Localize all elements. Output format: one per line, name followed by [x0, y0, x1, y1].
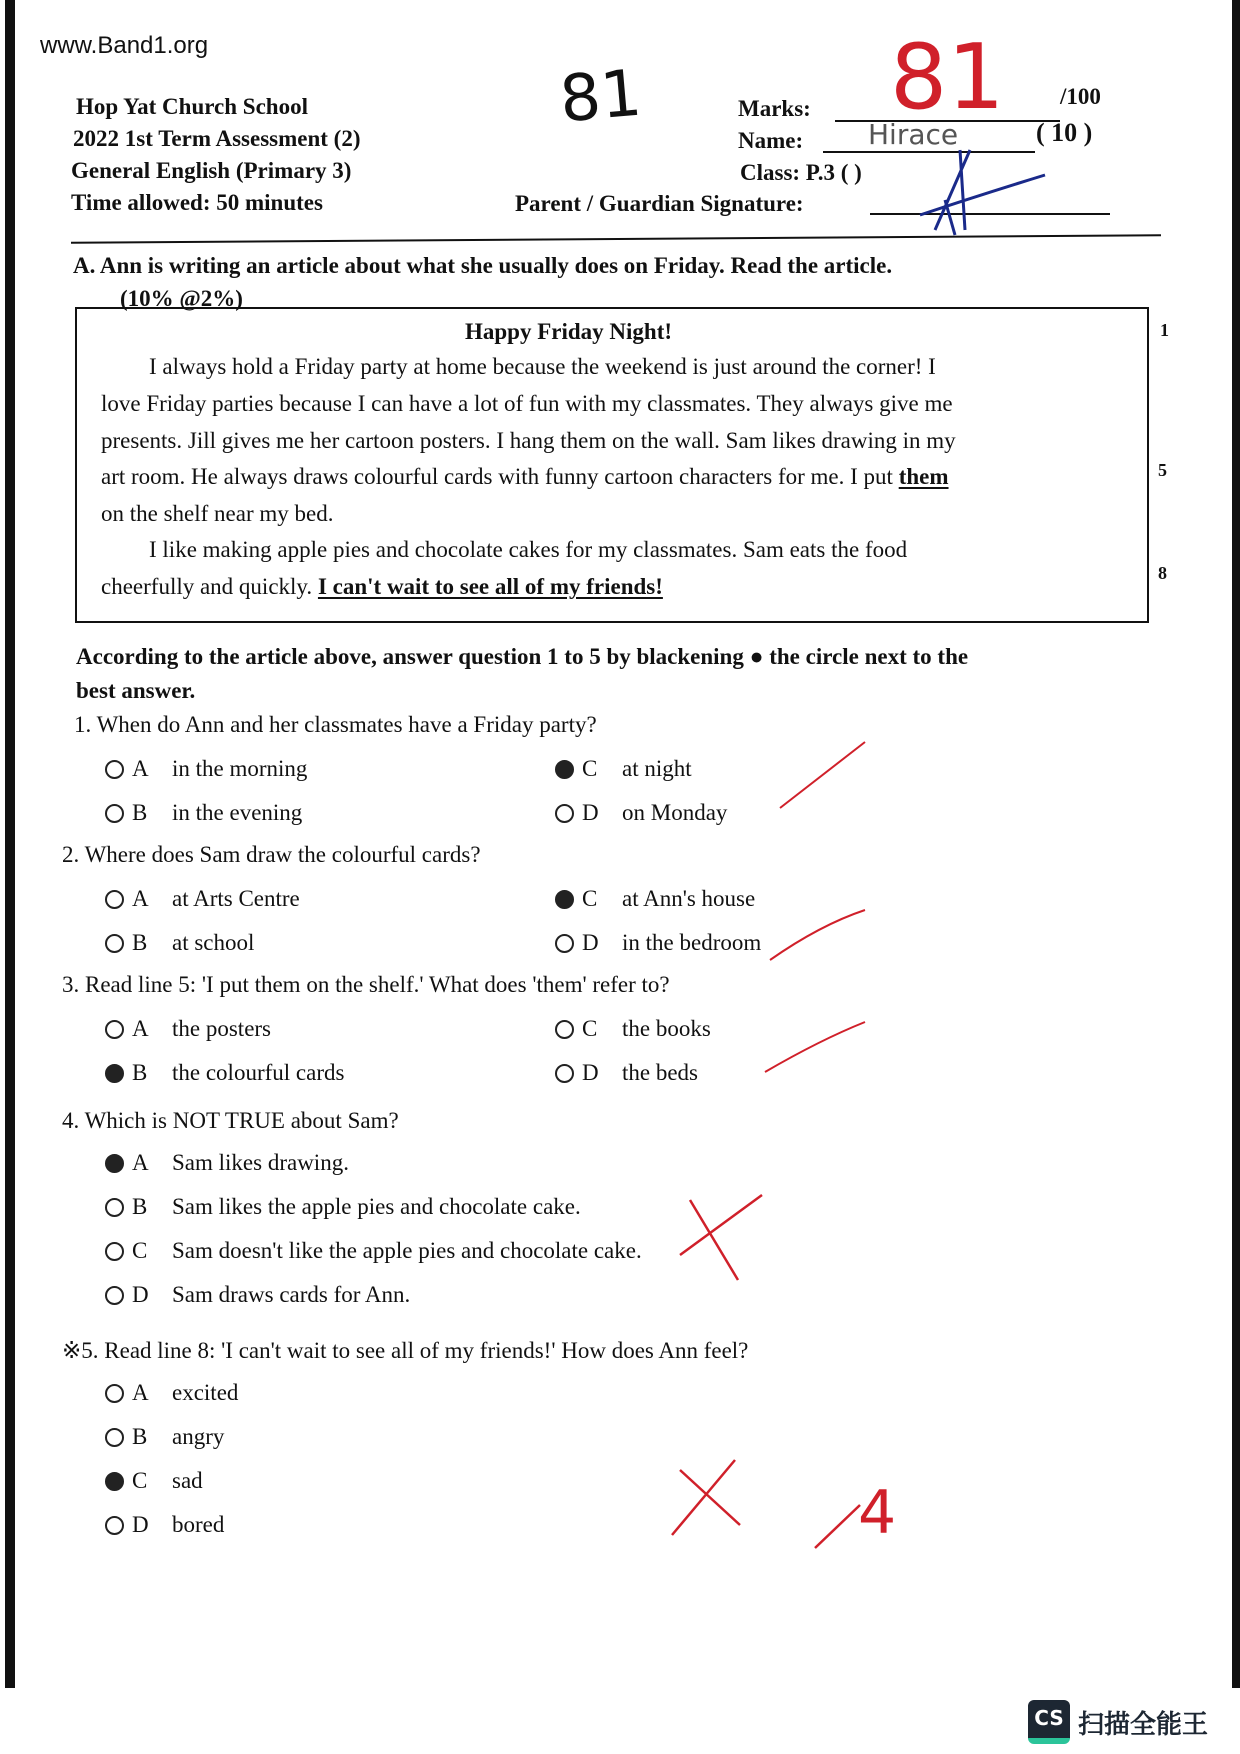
line-number: 8 [1158, 563, 1167, 583]
option-letter: C [132, 1468, 148, 1493]
option-letter: B [132, 800, 148, 825]
subject: General English (Primary 3) [71, 158, 352, 183]
article-line: art room. He always draws colourful cards with funny cartoon characters for me. I put [101, 464, 893, 489]
empty-circle-icon[interactable] [105, 1428, 124, 1447]
school-name: Hop Yat Church School [76, 94, 308, 119]
answer-option[interactable] [105, 1238, 642, 1264]
answer-option[interactable] [105, 1150, 349, 1176]
answer-option[interactable] [105, 1424, 224, 1450]
empty-circle-icon[interactable] [555, 1020, 574, 1039]
empty-circle-icon[interactable] [555, 934, 574, 953]
marks-total: /100 [1060, 84, 1101, 109]
option-text: angry [172, 1424, 225, 1449]
name-label: Name: [738, 128, 804, 153]
filled-circle-icon[interactable] [105, 1064, 124, 1083]
option-text: the books [622, 1016, 711, 1041]
time-allowed: Time allowed: 50 minutes [71, 190, 323, 215]
marks-label: Marks: [738, 96, 811, 121]
questions-instruction-2: best answer. [76, 678, 196, 703]
name-value: Hirace [868, 118, 959, 151]
question-text: 4. Which is NOT TRUE about Sam? [62, 1108, 399, 1133]
article-line: cheerfully and quickly. [101, 574, 313, 599]
option-text: the beds [622, 1060, 699, 1085]
option-letter: D [582, 930, 599, 955]
cross-mark [680, 1195, 762, 1280]
option-text: at school [172, 930, 255, 955]
tick-mark [765, 1022, 865, 1072]
answer-option[interactable] [555, 1060, 698, 1086]
answer-option[interactable] [105, 1194, 581, 1220]
option-letter: A [132, 756, 149, 781]
option-text: the colourful cards [172, 1060, 345, 1085]
option-text: at Arts Centre [172, 886, 300, 911]
marks-value: 81 [890, 25, 1005, 130]
empty-circle-icon[interactable] [105, 934, 124, 953]
answer-option[interactable] [105, 1468, 203, 1494]
empty-circle-icon[interactable] [105, 1020, 124, 1039]
question-text: 3. Read line 5: 'I put them on the shelf.' What does 'them' refer to? [62, 972, 670, 997]
option-letter: A [132, 886, 149, 911]
option-letter: B [132, 930, 148, 955]
article-line: love Friday parties because I can have a lot of fun with my classmates. They always give me [101, 391, 953, 416]
empty-circle-icon[interactable] [105, 804, 124, 823]
option-text: on Monday [622, 800, 728, 825]
score-scribble: 81 [556, 56, 645, 138]
option-letter: A [132, 1150, 149, 1175]
option-text: in the bedroom [622, 930, 762, 955]
answer-option[interactable] [105, 1060, 344, 1086]
line-number: 5 [1158, 460, 1167, 480]
filled-circle-icon[interactable] [105, 1472, 124, 1491]
assessment-title: 2022 1st Term Assessment (2) [73, 126, 361, 151]
answer-option[interactable] [105, 1282, 410, 1308]
answer-option[interactable] [105, 1512, 224, 1538]
page-score: 4 [858, 1478, 897, 1548]
empty-circle-icon[interactable] [555, 804, 574, 823]
option-letter: A [132, 1016, 149, 1041]
option-text: Sam doesn't like the apple pies and chocolate cake. [172, 1238, 642, 1263]
answer-option[interactable] [105, 1016, 271, 1042]
option-letter: D [132, 1512, 149, 1537]
section-a-instruction: A. Ann is writing an article about what she usually does on Friday. Read the article. [73, 253, 893, 278]
option-letter: B [132, 1060, 148, 1085]
option-letter: D [132, 1282, 149, 1307]
option-text: bored [172, 1512, 225, 1537]
question-text: 1. When do Ann and her classmates have a Friday party? [74, 712, 597, 737]
empty-circle-icon[interactable] [105, 1198, 124, 1217]
underlined-them: them [898, 464, 949, 489]
answer-option[interactable] [105, 800, 302, 826]
option-letter: B [132, 1424, 148, 1449]
empty-circle-icon[interactable] [105, 890, 124, 909]
option-letter: C [582, 886, 598, 911]
filled-circle-icon[interactable] [105, 1154, 124, 1173]
class-label: Class: P.3 ( ) [740, 160, 862, 185]
answer-option[interactable] [105, 930, 254, 956]
camscanner-text: 扫描全能王 [1078, 1710, 1209, 1740]
option-letter: D [582, 1060, 599, 1085]
camscanner-logo-icon: CS [1028, 1700, 1070, 1744]
option-letter: A [132, 1380, 149, 1405]
answer-option[interactable] [105, 886, 300, 912]
option-text: sad [172, 1468, 203, 1493]
class-number: ( 10 ) [1036, 118, 1093, 147]
option-letter: B [132, 1194, 148, 1219]
empty-circle-icon[interactable] [105, 1242, 124, 1261]
option-text: in the morning [172, 756, 308, 781]
empty-circle-icon[interactable] [555, 1064, 574, 1083]
option-letter: C [582, 1016, 598, 1041]
option-text: the posters [172, 1016, 272, 1041]
option-text: in the evening [172, 800, 303, 825]
option-letter: C [132, 1238, 148, 1263]
option-text: Sam likes the apple pies and chocolate cake. [172, 1194, 581, 1219]
answer-option[interactable] [555, 800, 727, 826]
filled-circle-icon[interactable] [555, 760, 574, 779]
question-text: ※5. Read line 8: 'I can't wait to see all of my friends!' How does Ann feel? [62, 1338, 749, 1363]
answer-option[interactable] [105, 1380, 238, 1406]
section-a-weight: (10% @2%) [120, 286, 243, 311]
answer-option[interactable] [555, 756, 692, 782]
answer-option[interactable] [555, 1016, 711, 1042]
cross-mark [672, 1460, 740, 1535]
signature-label: Parent / Guardian Signature: [515, 191, 804, 216]
option-letter: D [582, 800, 599, 825]
tick-mark [770, 910, 865, 960]
filled-circle-icon[interactable] [555, 890, 574, 909]
empty-circle-icon[interactable] [105, 1286, 124, 1305]
empty-circle-icon[interactable] [105, 1516, 124, 1535]
empty-circle-icon[interactable] [105, 760, 124, 779]
article-line: I like making apple pies and chocolate cakes for my classmates. Sam eats the food [149, 537, 908, 562]
article-title: Happy Friday Night! [465, 319, 673, 344]
option-text: at night [622, 756, 692, 781]
article-line: on the shelf near my bed. [101, 501, 334, 526]
answer-option[interactable] [555, 886, 755, 912]
answer-option[interactable] [105, 756, 307, 782]
option-text: excited [172, 1380, 239, 1405]
option-letter: C [582, 756, 598, 781]
watermark: www.Band1.org [40, 32, 209, 59]
question-text: 2. Where does Sam draw the colourful cards? [62, 842, 481, 867]
option-text: at Ann's house [622, 886, 756, 911]
article-line: presents. Jill gives me her cartoon posters. I hang them on the wall. Sam likes drawing in my [101, 428, 956, 453]
answer-option[interactable] [555, 930, 761, 956]
empty-circle-icon[interactable] [105, 1384, 124, 1403]
option-text: Sam likes drawing. [172, 1150, 349, 1175]
line-number: 1 [1160, 320, 1169, 340]
article-line: I always hold a Friday party at home because the weekend is just around the corner! I [149, 354, 936, 379]
tick-mark [780, 742, 865, 808]
option-text: Sam draws cards for Ann. [172, 1282, 411, 1307]
underlined-sentence: I can't wait to see all of my friends! [317, 574, 663, 599]
questions-instruction: According to the article above, answer question 1 to 5 by blackening ● the circle next to the [76, 644, 969, 669]
